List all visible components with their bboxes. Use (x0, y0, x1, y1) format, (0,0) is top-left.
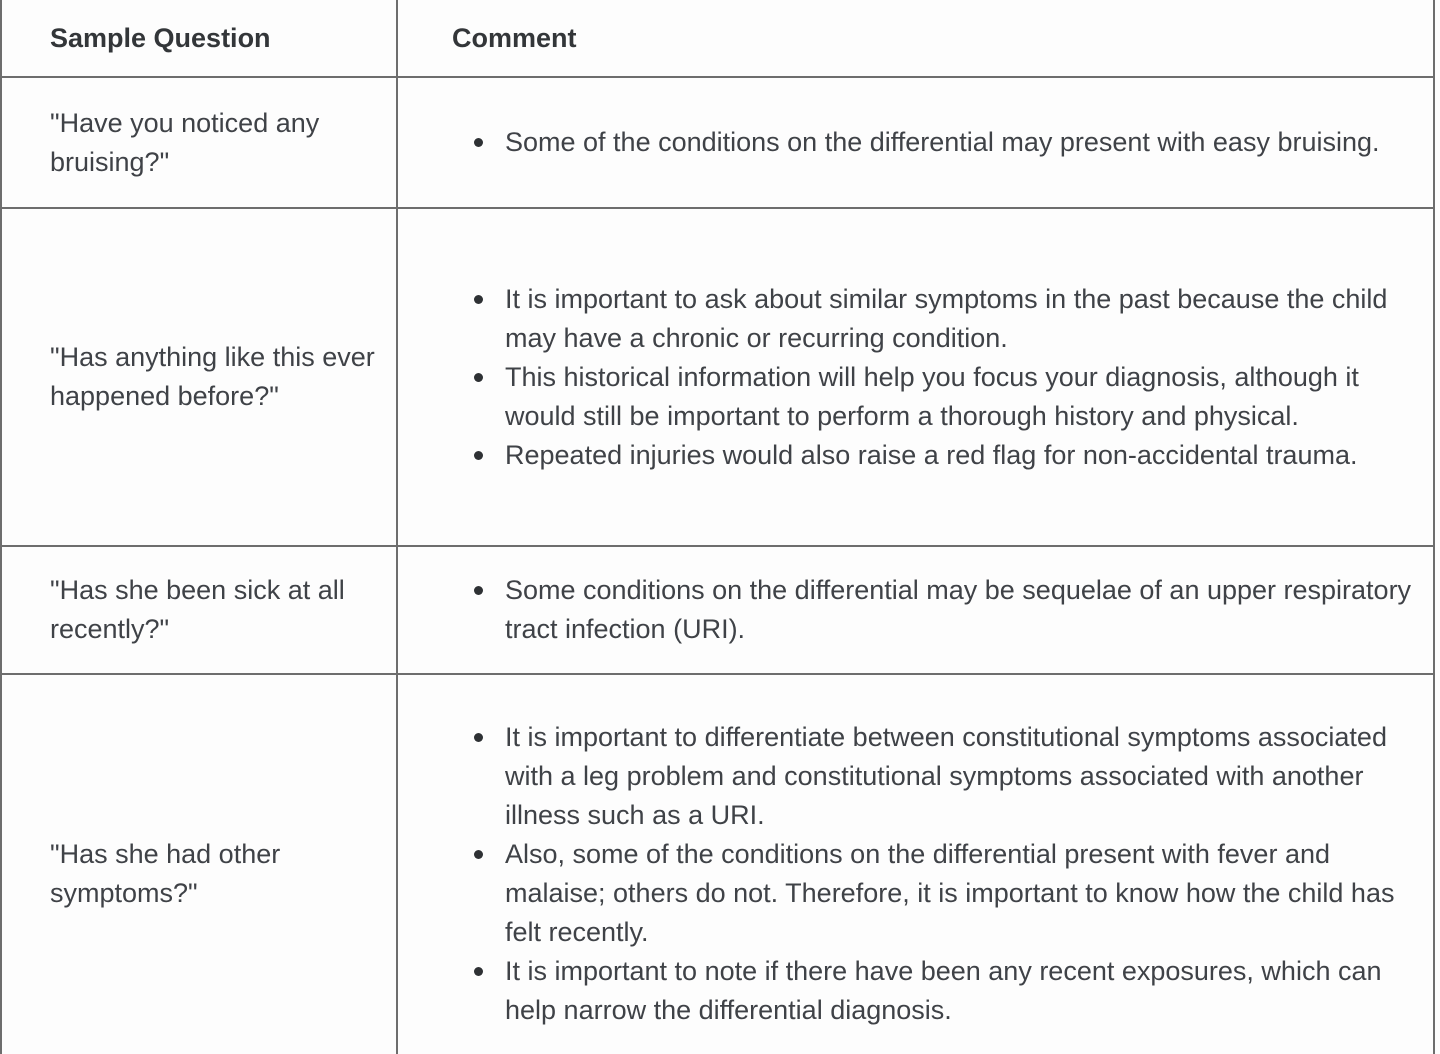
question-cell (1, 77, 397, 208)
table-row (1, 546, 1434, 674)
question-cell (1, 208, 397, 546)
comment-cell (397, 208, 1434, 546)
comment-list (398, 718, 1433, 1030)
comment-item: It is important to note if there have been any recent exposures, which can help narrow the differential diagnosis. (505, 952, 1427, 1030)
column-header-comment: Comment (452, 22, 577, 53)
comment-item: Some of the conditions on the differential may present with easy bruising. (505, 123, 1427, 162)
question-text: "Has anything like this ever happened before?" (50, 342, 375, 411)
question-cell (1, 546, 397, 674)
comment-cell (397, 546, 1434, 674)
comment-cell (397, 674, 1434, 1054)
comment-item: It is important to differentiate between constitutional symptoms associated with a leg problem and constitutional symptoms associated with another illness such as a URI. (505, 718, 1427, 835)
comment-list (398, 123, 1433, 162)
question-text: "Has she had other symptoms?" (50, 839, 281, 908)
table-row (1, 77, 1434, 208)
comment-list (398, 571, 1433, 649)
comment-item: This historical information will help you focus your diagnosis, although it would still be important to perform a thorough history and physical. (505, 358, 1427, 436)
comment-item: It is important to ask about similar symptoms in the past because the child may have a chronic or recurring condition. (505, 280, 1427, 358)
comment-cell (397, 77, 1434, 208)
question-text: "Has she been sick at all recently?" (50, 575, 345, 644)
comment-item: Repeated injuries would also raise a red flag for non-accidental trauma. (505, 436, 1427, 475)
column-header-sample-question: Sample Question (1, 0, 397, 77)
comment-list (398, 280, 1433, 475)
question-text: "Have you noticed any bruising?" (50, 107, 320, 177)
table-row (1, 208, 1434, 546)
question-cell (1, 674, 397, 1054)
header-row (1, 0, 1434, 77)
table-row (1, 674, 1434, 1054)
comment-item: Some conditions on the differential may be sequelae of an upper respiratory tract infection (URI). (505, 571, 1427, 649)
comment-item: Also, some of the conditions on the differential present with fever and malaise; others do not. Therefore, it is important to know how the child has felt recently. (505, 835, 1427, 952)
